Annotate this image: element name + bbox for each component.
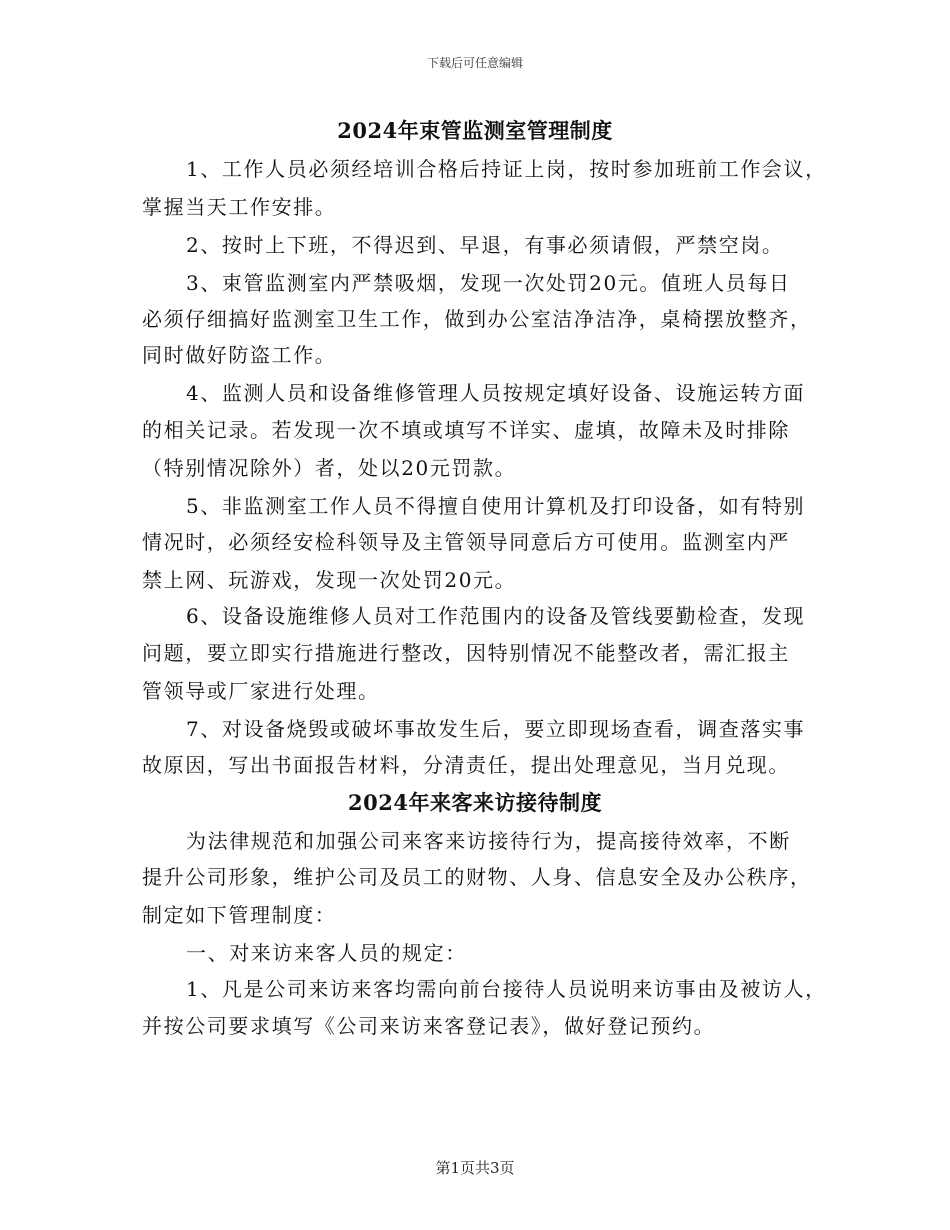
paragraph-line: 必须仔细搞好监测室卫生工作，做到办公室洁净洁净，桌椅摆放整齐，: [142, 307, 812, 331]
paragraph-line: 禁上网、玩游戏，发现一次处罚20元。: [142, 568, 517, 592]
paragraph-line: 制定如下管理制度：: [142, 903, 337, 927]
paragraph-line: 的相关记录。若发现一次不填或填写不详实、虚填，故障未及时排除: [142, 418, 790, 442]
section-title-monitoring-room: 2024年束管监测室管理制度: [337, 118, 613, 143]
paragraph-line: 管领导或厂家进行处理。: [142, 679, 380, 703]
paragraph-line: 2、按时上下班，不得迟到、早退，有事必须请假，严禁空岗。: [186, 233, 784, 257]
paragraph-line: 5、非监测室工作人员不得擅自使用计算机及打印设备，如有特别: [186, 494, 806, 518]
paragraph-line: 1、工作人员必须经培训合格后持证上岗，按时参加班前工作会议，: [186, 157, 827, 181]
paragraph-line: 问题，要立即实行措施进行整改，因特别情况不能整改者，需汇报主: [142, 641, 790, 665]
page-header-note: 下载后可任意编辑: [426, 56, 523, 70]
paragraph-line: 1、凡是公司来访来客均需向前台接待人员说明来访事由及被访人，: [186, 977, 827, 1001]
paragraph-line: （特别情况除外）者，处以20元罚款。: [142, 456, 517, 480]
paragraph-line: 掌握当天工作安排。: [142, 195, 337, 219]
paragraph-line: 6、设备设施维修人员对工作范围内的设备及管线要勤检查，发现: [186, 604, 806, 628]
paragraph-line: 7、对设备烧毁或破坏事故发生后，要立即现场查看，调查落实事: [186, 717, 806, 741]
section-title-visitor-reception: 2024年来客来访接待制度: [348, 790, 602, 815]
paragraph-line: 故原因，写出书面报告材料，分清责任，提出处理意见，当月兑现。: [142, 753, 790, 777]
paragraph-line: 一、对来访来客人员的规定：: [186, 941, 467, 965]
paragraph-line: 提升公司形象，维护公司及员工的财物、人身、信息安全及办公秩序，: [142, 865, 812, 889]
paragraph-line: 为法律规范和加强公司来客来访接待行为，提高接待效率，不断: [186, 829, 791, 853]
paragraph-line: 3、束管监测室内严禁吸烟，发现一次处罚20元。值班人员每日: [186, 271, 791, 295]
paragraph-line: 并按公司要求填写《公司来访来客登记表》，做好登记预约。: [142, 1014, 716, 1038]
paragraph-line: 情况时，必须经安检科领导及主管领导同意后方可使用。监测室内严: [142, 530, 790, 554]
paragraph-line: 4、监测人员和设备维修管理人员按规定填好设备、设施运转方面: [186, 381, 806, 405]
page-footer-page-number: 第1页共3页: [435, 1159, 515, 1177]
paragraph-line: 同时做好防盗工作。: [142, 343, 337, 367]
